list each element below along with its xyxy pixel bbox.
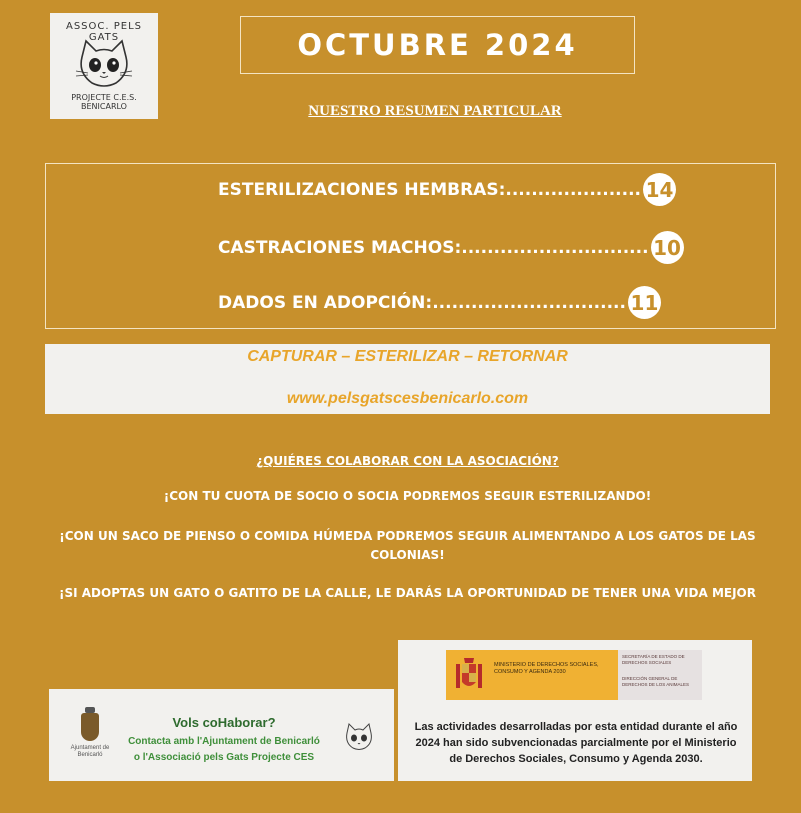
contact-heading: Vols coHaborar?	[172, 715, 276, 730]
ministry-logo	[446, 650, 702, 700]
page-title: OCTUBRE 2024	[297, 28, 578, 62]
stats-box	[45, 163, 776, 329]
title-box	[240, 16, 635, 74]
secretaria-name: SECRETARÍA DE ESTADO DE DERECHOS SOCIALES	[622, 654, 685, 665]
stat-value: 11	[628, 286, 661, 319]
mini-cat-logo-icon	[329, 709, 389, 769]
website-link[interactable]: www.pelsgatscesbenicarlo.com	[286, 390, 529, 407]
collaborate-line-3: ¡SI ADOPTAS UN GATO O GATITO DE LA CALLE, LE DARÁS LA OPORTUNIDAD DE TENER UNA VIDA MEJOR	[59, 586, 756, 600]
ministry-grey-panel	[618, 650, 702, 700]
subsidy-card	[398, 640, 752, 781]
stat-label: CASTRACIONES MACHOS:.............................	[218, 237, 649, 258]
page-subtitle: NUESTRO RESUMEN PARTICULAR	[308, 103, 562, 119]
stat-row-hembras	[218, 173, 676, 206]
collaborate-question: ¿QUIÉRES COLABORAR CON LA ASOCIACIÓN?	[256, 454, 559, 468]
ministry-yellow-panel	[446, 650, 618, 700]
subsidy-text: Las actividades desarrolladas por esta entidad durante el año 2024 han sido subvencionadas parcialmente por el Ministerio de Derechos Sociales, Consumo y Agenda 2030.	[414, 721, 738, 765]
stat-label: ESTERILIZACIONES HEMBRAS:.....................	[218, 179, 641, 200]
cat-face-icon	[74, 39, 134, 89]
direccion-name: DIRECCIÓN GENERAL DE DERECHOS DE LOS ANIMALES	[622, 676, 690, 687]
stat-value: 10	[651, 231, 684, 264]
slogan-banner	[45, 344, 770, 414]
stat-row-adopcion	[218, 286, 661, 319]
stat-label: DADOS EN ADOPCIÓN:..............................	[218, 292, 626, 313]
logo-top-text: ASSOC. PELS GATS	[65, 21, 142, 43]
logo-bottom-text: PROJECTE C.E.S. BENICARLO	[71, 93, 137, 111]
contact-line-2: o l'Associació pels Gats Projecte CES	[133, 752, 315, 763]
slogan: CAPTURAR – ESTERILIZAR – RETORNAR	[247, 348, 568, 365]
ajuntament-label: Ajuntament de Benicarló	[70, 745, 110, 758]
ajuntament-shield-icon	[81, 713, 99, 741]
contact-card	[49, 689, 394, 781]
stat-row-machos	[218, 231, 684, 264]
contact-line-1: Contacta amb l'Ajuntament de Benicarló	[128, 736, 320, 747]
ministry-name: MINISTERIO DE DERECHOS SOCIALES, CONSUMO Y AGENDA 2030	[494, 662, 599, 675]
collaborate-line-2: ¡CON UN SACO DE PIENSO O COMIDA HÚMEDA PODREMOS SEGUIR ALIMENTANDO A LOS GATOS DE LAS COLONIAS!	[59, 529, 756, 562]
coat-of-arms-icon	[454, 656, 484, 694]
collaborate-line-1: ¡CON TU CUOTA DE SOCIO O SOCIA PODREMOS SEGUIR ESTERILIZANDO!	[163, 489, 652, 503]
stat-value: 14	[643, 173, 676, 206]
